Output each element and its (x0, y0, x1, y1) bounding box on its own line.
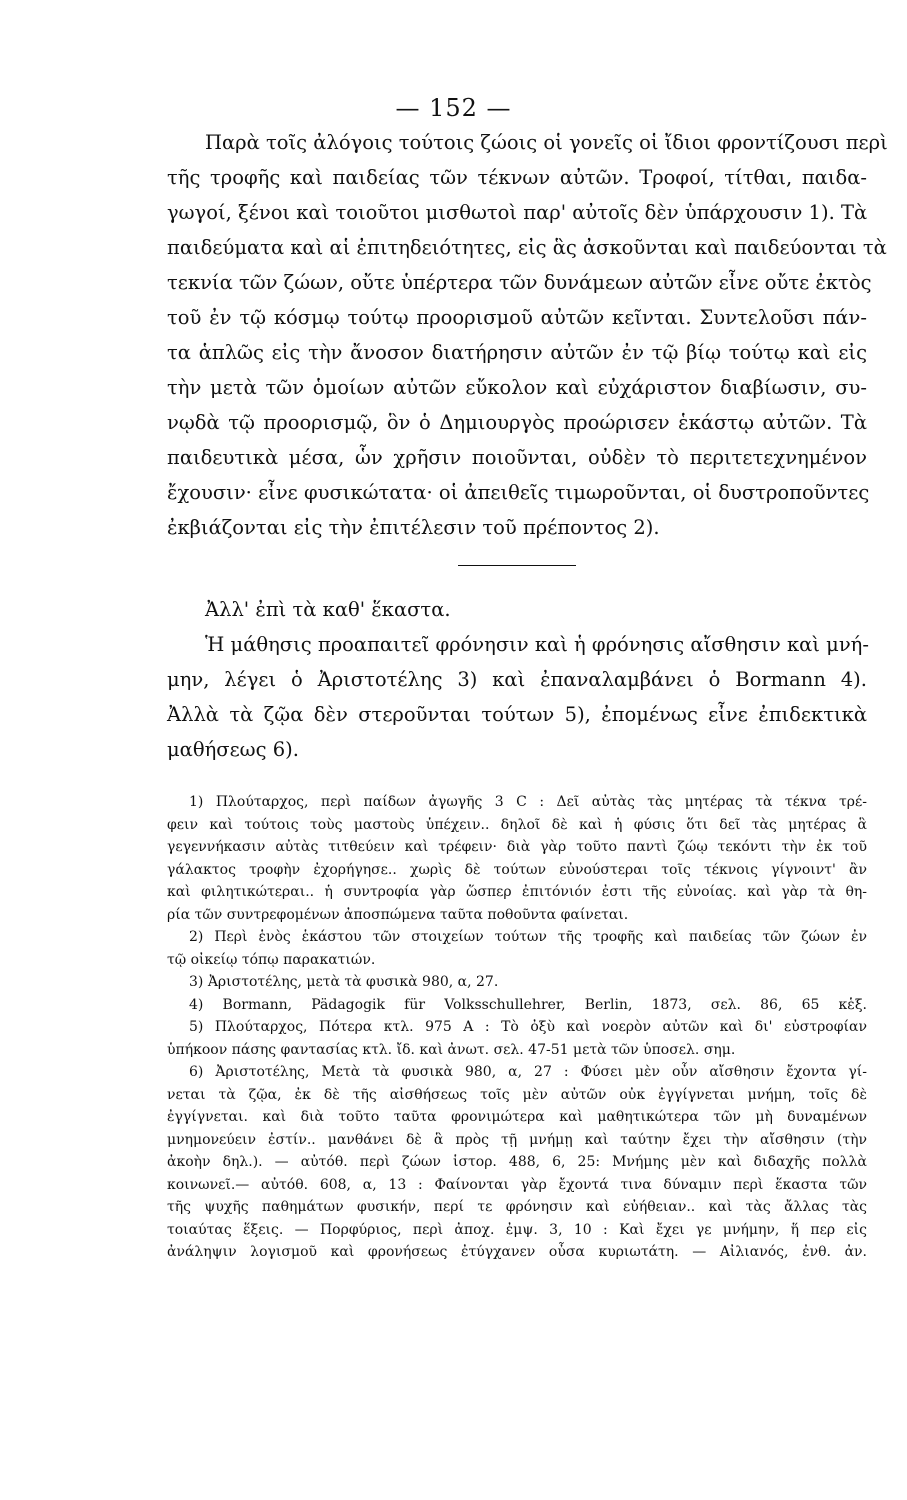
footnote-line: τῷ οἰκείῳ τόπῳ παρακατιών. (167, 951, 376, 968)
footnote-line: τῆς ψυχῆς παθημάτων φυσικήν, περί τε φρόνησιν καὶ εὐήθειαν.. καὶ τὰς ἄλλας τὰς (167, 1199, 867, 1215)
footnote-line: 4) Bormann, Pädagogik für Volksschullehrer, Berlin, 1873, σελ. 86, 65 κἑξ. (189, 996, 867, 1013)
section-divider (458, 565, 576, 566)
footnote-line: ἐγγίγνεται. καὶ διὰ τοῦτο ταῦτα φρονιμώτερα καὶ μαθητικώτερα τῶν μὴ δυναμένων (167, 1109, 867, 1125)
text-line: τοῦ ἐν τῷ κόσμῳ τούτῳ προορισμοῦ αὐτῶν κεῖνται. Συντελοῦσι πάν- (167, 306, 867, 329)
footnote-line: γεγεννήκασιν αὐτὰς τιτθεύειν καὶ τρέφειν· διὰ γὰρ τοῦτο παντὶ ζώῳ τεκόντι τὴν ἐκ τοῦ (167, 839, 867, 855)
text-line: παιδεύματα καὶ αἱ ἐπιτηδειότητες, εἰς ἃς ἀσκοῦνται καὶ παιδεύονται τὰ (167, 236, 887, 259)
footnote-line: 3) Ἀριστοτέλης, μετὰ τὰ φυσικὰ 980, α, 27. (189, 974, 499, 990)
text-line: Ἀλλ' ἐπὶ τὰ καθ' ἕκαστα. (205, 598, 451, 621)
footnote-line: ἀνάληψιν λογισμοῦ καὶ φρονήσεως ἐτύγχανεν οὖσα κυριωτάτη. — Αἰλιανός, ἐνθ. ἀν. (167, 1244, 867, 1260)
text-line: τεκνία τῶν ζώων, οὔτε ὑπέρτερα τῶν δυνάμεων αὐτῶν εἶνε οὔτε ἐκτὸς (167, 271, 872, 294)
text-line: Ἀλλὰ τὰ ζῷα δὲν στεροῦνται τούτων 5), ἐπομένως εἶνε ἐπιδεκτικὰ (167, 703, 867, 726)
text-line: τῆς τροφῆς καὶ παιδείας τῶν τέκνων αὐτῶν. Τροφοί, τίτθαι, παιδα- (167, 166, 867, 189)
text-line: μην, λέγει ὁ Ἀριστοτέλης 3) καὶ ἐπαναλαμβάνει ὁ Bormann 4). (167, 668, 867, 691)
second-paragraph (167, 592, 867, 767)
footnote-line: μνημονεύειν ἐστίν.. μανθάνει δὲ ἃ πρὸς τῇ μνήμῃ καὶ ταύτην ἔχει τὴν αἴσθησιν (τὴν (167, 1131, 867, 1148)
footnote-line: τοιαύτας ἕξεις. — Πορφύριος, περὶ ἀποχ. ἐμψ. 3, 10 : Καὶ ἔχει γε μνήμην, ἥ περ εἰς (167, 1221, 867, 1238)
footnote-line: φειν καὶ τούτοις τοὺς μαστοὺς ὑπέχειν.. δηλοῖ δὲ καὶ ἡ φύσις ὅτι δεῖ τὰς μητέρας ἃ (167, 816, 867, 833)
footnotes (167, 791, 867, 1264)
text-line: ἐκβιάζονται εἰς τὴν ἐπιτέλεσιν τοῦ πρέποντος 2). (167, 516, 660, 539)
page-number: — 152 — (395, 94, 512, 122)
footnote-line: 5) Πλούταρχος, Πότερα κτλ. 975 Α : Τὸ ὀξὺ καὶ νοερὸν αὐτῶν καὶ δι' εὐστροφίαν (189, 1019, 867, 1035)
text-line: παιδευτικὰ μέσα, ὧν χρῆσιν ποιοῦνται, οὐδὲν τὸ περιτετεχνημένον (167, 446, 867, 469)
footnote-line: γάλακτος τροφὴν ἐχορήγησε.. χωρὶς δὲ τούτων εὐνούστεραι τοῖς τέκνοις γίγνοιντ' ἂν (167, 861, 867, 878)
main-paragraph (167, 125, 888, 545)
footnote-line: 6) Ἀριστοτέλης, Μετὰ τὰ φυσικὰ 980, α, 27 : Φύσει μὲν οὖν αἴσθησιν ἔχοντα γί- (189, 1064, 867, 1080)
footnote-line: 2) Περὶ ἑνὸς ἑκάστου τῶν στοιχείων τούτων τῆς τροφῆς καὶ παιδείας τῶν ζώων ἐν (189, 929, 867, 945)
text-line: Παρὰ τοῖς ἀλόγοις τούτοις ζώοις οἱ γονεῖς οἱ ἴδιοι φροντίζουσι περὶ (205, 131, 888, 154)
footnote-line: νεται τὰ ζῷα, ἐκ δὲ τῆς αἰσθήσεως τοῖς μὲν αὐτῶν οὐκ ἐγγίγνεται μνήμη, τοῖς δὲ (167, 1086, 867, 1103)
footnote-line: ρία τῶν συντρεφομένων ἀποσπώμενα ταῦτα ποθοῦντα φαίνεται. (167, 906, 629, 923)
text-line: νῳδὰ τῷ προορισμῷ, ὃν ὁ Δημιουργὸς προώρισεν ἑκάστῳ αὐτῶν. Τὰ (167, 411, 867, 434)
text-line: ἔχουσιν· εἶνε φυσικώτατα· οἱ ἀπειθεῖς τιμωροῦνται, οἱ δυστροποῦντες (167, 481, 870, 504)
text-line: τὴν μετὰ τῶν ὁμοίων αὐτῶν εὔκολον καὶ εὐχάριστον διαβίωσιν, συ- (167, 376, 867, 399)
footnote-line: ἀκοὴν δηλ.). — αὐτόθ. περὶ ζώων ἱστορ. 488, 6, 25: Μνήμης μὲν καὶ διδαχῆς πολλὰ (167, 1154, 867, 1170)
text-line: Ἡ μάθησις προαπαιτεῖ φρόνησιν καὶ ἡ φρόνησις αἴσθησιν καὶ μνή- (205, 633, 869, 656)
text-line: γωγοί, ξένοι καὶ τοιοῦτοι μισθωτοὶ παρ' αὐτοῖς δὲν ὑπάρχουσιν 1). Τὰ (167, 201, 868, 224)
footnote-line: 1) Πλούταρχος, περὶ παίδων ἀγωγῆς 3 C : Δεῖ αὐτὰς τὰς μητέρας τὰ τέκνα τρέ- (189, 794, 867, 810)
footnote-line: κοινωνεῖ.— αὐτόθ. 608, α, 13 : Φαίνονται γὰρ ἔχοντά τινα δύναμιν περὶ ἕκαστα τῶν (167, 1176, 867, 1193)
text-line: μαθήσεως 6). (167, 738, 299, 761)
footnote-line: καὶ φιλητικώτεραι.. ἡ συντροφία γὰρ ὥσπερ ἐπιτόνιόν ἐστι τῆς εὐνοίας. καὶ γὰρ τὰ θη- (167, 884, 867, 900)
text-line: τα ἁπλῶς εἰς τὴν ἄνοσον διατήρησιν αὐτῶν ἐν τῷ βίῳ τούτῳ καὶ εἰς (167, 341, 867, 364)
footnote-line: ὑπήκοον πάσης φαντασίας κτλ. ἴδ. καὶ ἀνωτ. σελ. 47-51 μετὰ τῶν ὑποσελ. σημ. (167, 1041, 736, 1058)
